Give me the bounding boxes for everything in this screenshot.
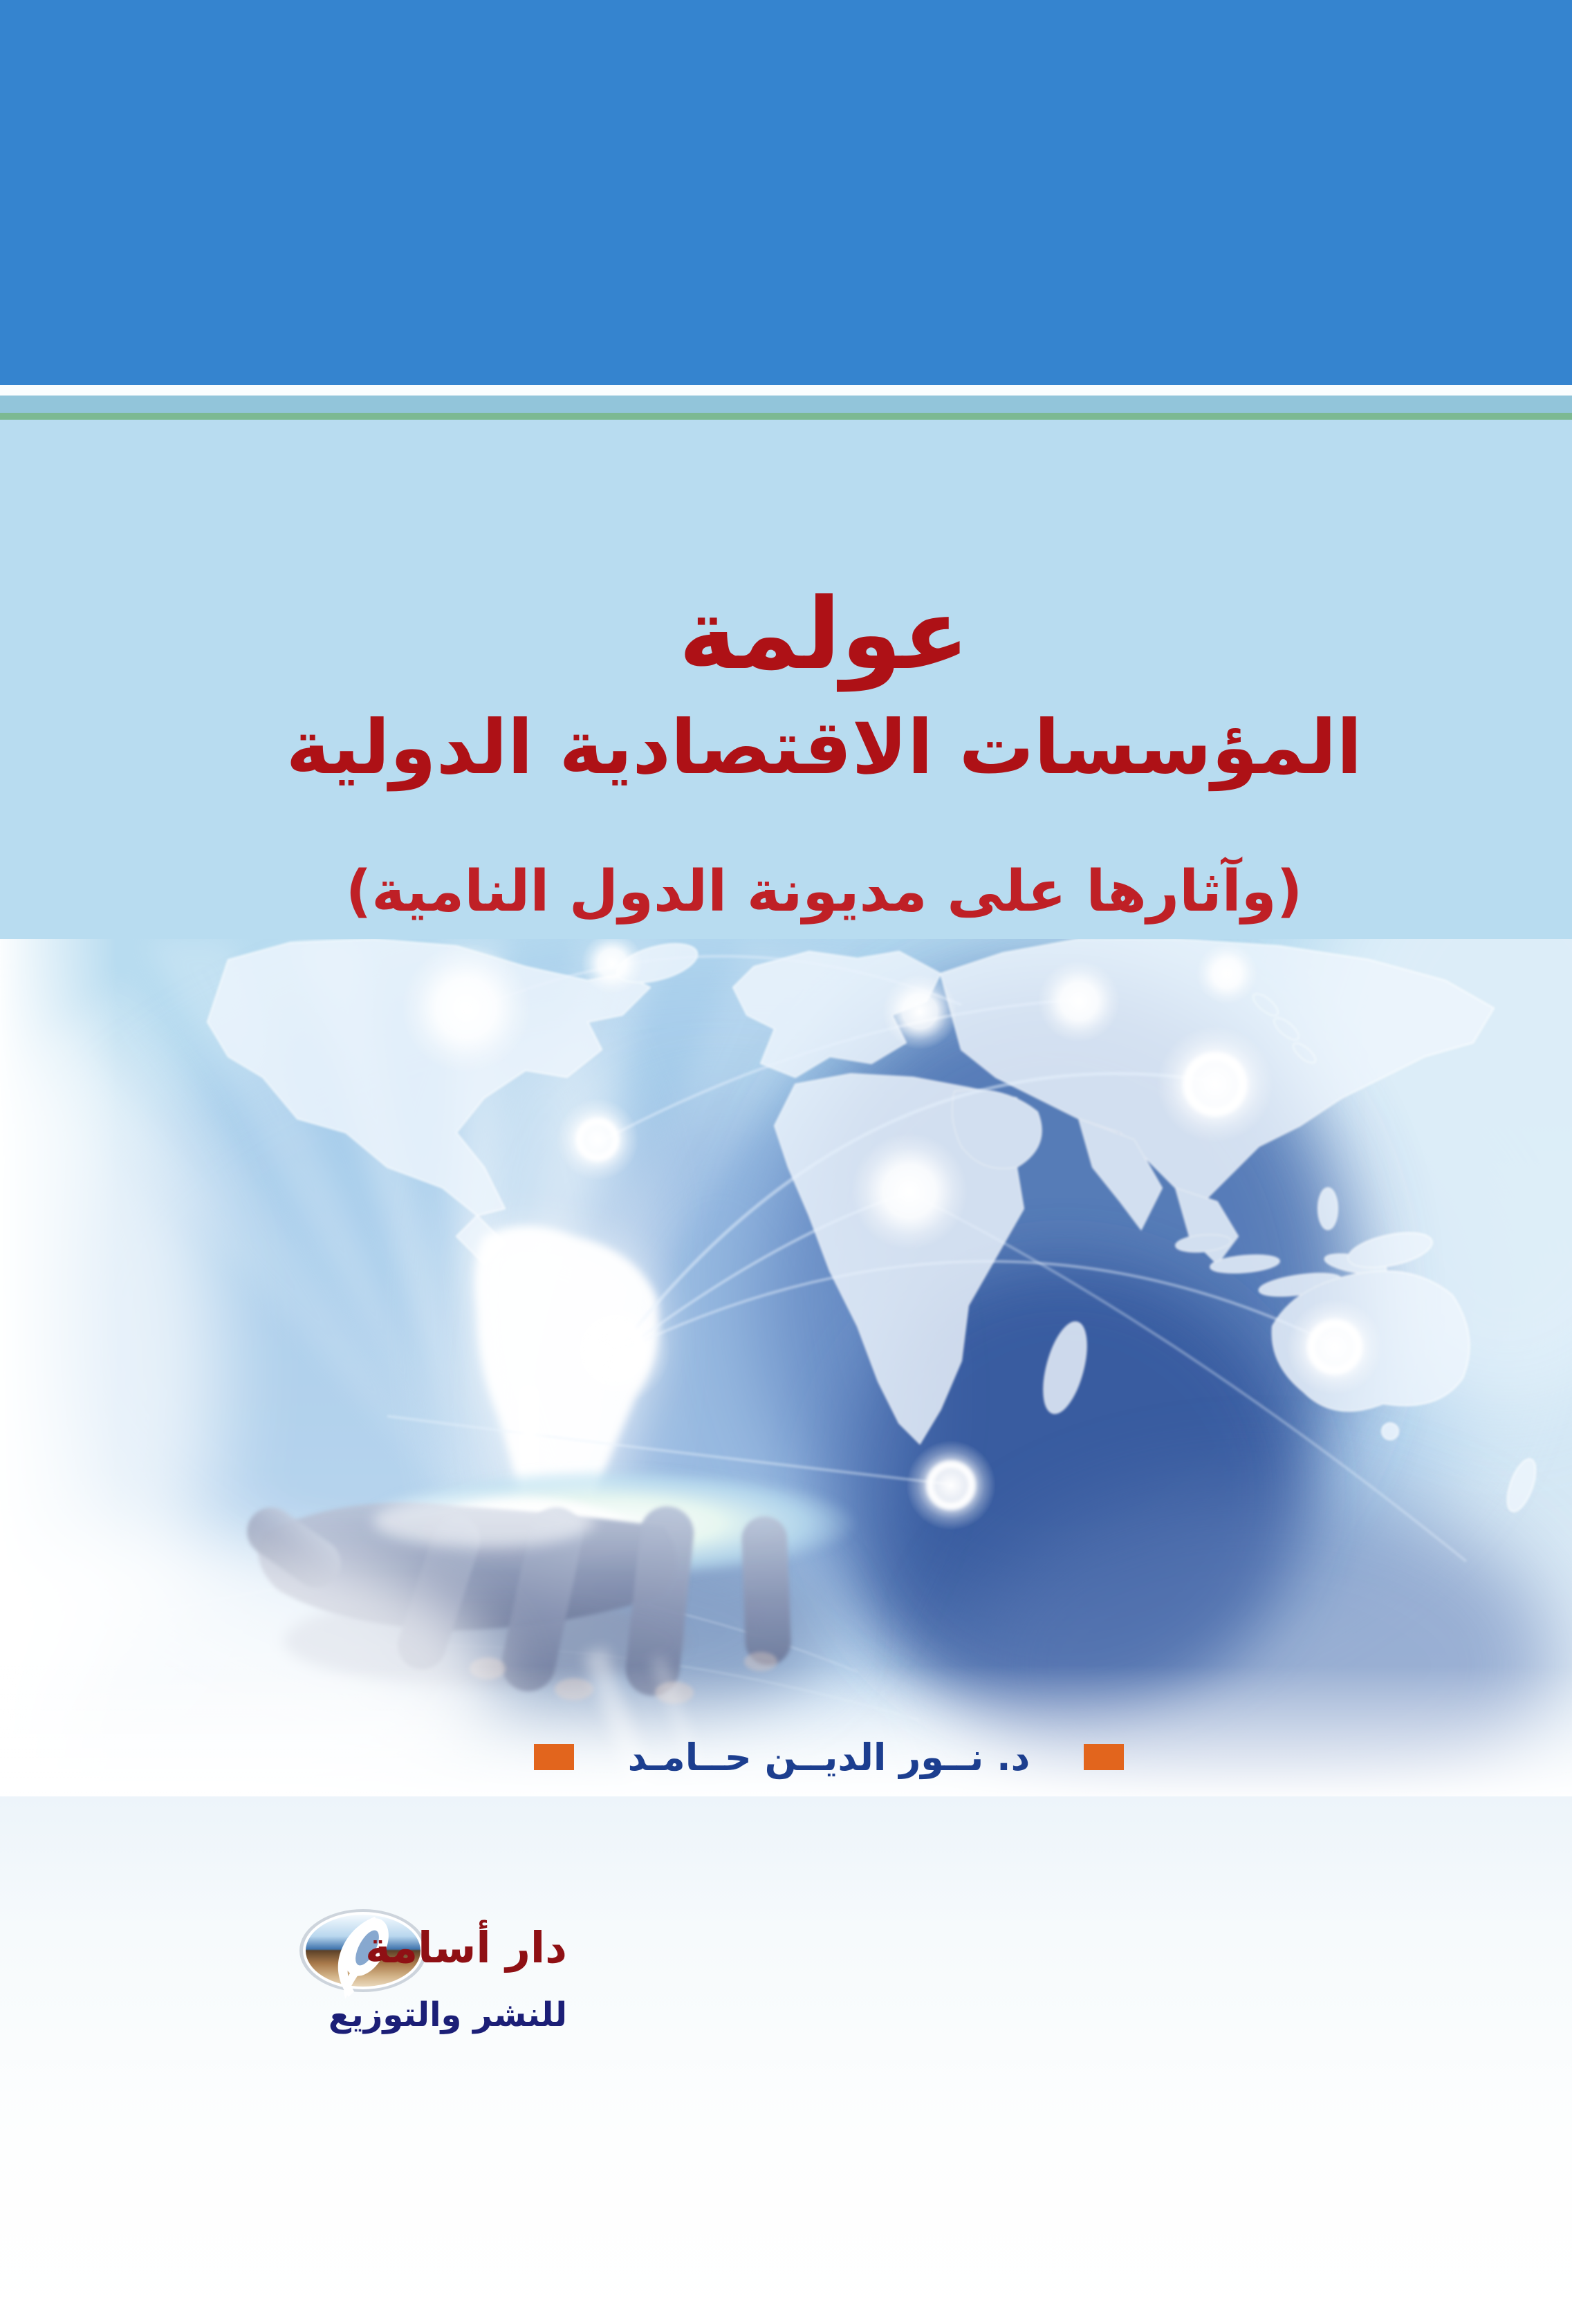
globe-hand-artwork [0, 939, 1572, 1796]
author-name: د. نــور الديــن حــامـد [627, 1735, 1030, 1779]
top-blue-band [0, 0, 1572, 385]
ring-node-asia [1156, 1025, 1274, 1143]
divider-teal-stripe [0, 396, 1572, 413]
divider-white-stripe [0, 385, 1572, 396]
ring-node-south-america [560, 1295, 671, 1406]
new-zealand [1501, 1456, 1541, 1515]
ring-node-australia [1286, 1299, 1383, 1395]
divider-green-stripe [0, 413, 1572, 420]
ring-node-south-africa [906, 1440, 996, 1530]
publisher-tagline: للنشر والتوزيع [328, 1996, 567, 2034]
author-marker-right-square [534, 1744, 574, 1770]
author-row [43, 1726, 1572, 1788]
tasmania [1382, 1423, 1398, 1440]
title-line-1: عولمة [678, 577, 970, 691]
subtitle: (وآثارها على مديونة الدول النامية) [345, 859, 1303, 924]
ring-node-caribbean [556, 1098, 639, 1181]
publisher-name: دار أسامة [365, 1922, 567, 1973]
publisher-block [297, 1907, 567, 2052]
title-line-2: المؤسسات الاقتصادية الدولية [286, 705, 1362, 791]
author-marker-left-square [1084, 1744, 1124, 1770]
philippines [1318, 1188, 1338, 1229]
